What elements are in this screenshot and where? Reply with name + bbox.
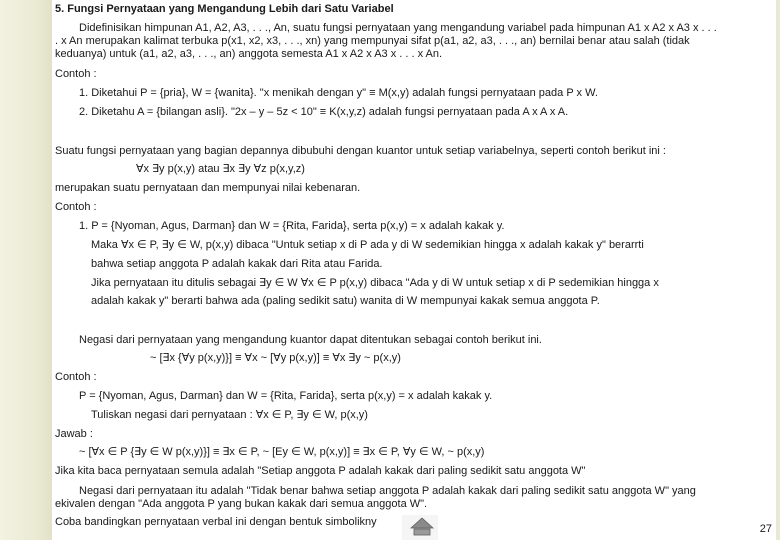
example-heading: Contoh : — [55, 371, 97, 383]
page-number: 27 — [759, 523, 772, 535]
example-item: 2. Diketahu A = {bilangan asli}. "2x – y – 5z < 10" ≡ K(x,y,z) adalah fungsi pernyataan pada A x A x A. — [79, 106, 569, 118]
example-item: adalah kakak y" berarti bahwa ada (paling sedikit satu) wanita di W mempunyai kakak semua anggota P. — [91, 295, 600, 307]
section-title: 5. Fungsi Pernyataan yang Mengandung Lebih dari Satu Variabel — [55, 3, 394, 15]
example-heading: Contoh : — [55, 201, 97, 213]
example-item: Maka ∀x ∈ P, ∃y ∈ W, p(x,y) dibaca "Untuk setiap x di P ada y di W sedemikian hingga x adalah kakak y" berarrti — [91, 239, 644, 251]
paragraph-line: Didefinisikan himpunan A1, A2, A3, . . ., An, suatu fungsi pernyataan yang mengandung variabel pada himpunan A1 x A2 x A3 x . . . — [79, 22, 717, 34]
formula-line: ~ [∀x ∈ P {∃y ∈ W p(x,y)}] ≡ ∃x ∈ P, ~ [Ey ∈ W, p(x,y)] ≡ ∃x ∈ P, ∀y ∈ W, ~ p(x,y) — [79, 446, 485, 458]
home-arrow-icon[interactable] — [410, 516, 434, 538]
paragraph-line: . x An merupakan kalimat terbuka p(x1, x2, x3, . . ., xn) yang mempunyai sifat p(a1, a2, a3, . . ., an) bernilai benar atau salah (tidak — [55, 35, 690, 47]
example-item: 1. P = {Nyoman, Agus, Darman} dan W = {Rita, Farida}, serta p(x,y) = x adalah kakak y. — [79, 220, 505, 232]
example-item: Tuliskan negasi dari pernyataan : ∀x ∈ P, ∃y ∈ W, p(x,y) — [91, 409, 368, 421]
formula-line: ~ [∃x {∀y p(x,y)}] ≡ ∀x ~ [∀y p(x,y)] ≡ ∀x ∃y ~ p(x,y) — [150, 352, 401, 364]
right-decorative-edge — [776, 0, 780, 540]
left-decorative-band — [0, 0, 52, 540]
paragraph-line: Negasi dari pernyataan yang mengandung kuantor dapat ditentukan sebagai contoh berikut ini. — [79, 334, 542, 346]
paragraph-line: ekivalen dengan "Ada anggota P yang bukan kakak dari semua anggota W". — [55, 498, 428, 510]
example-item: Jika pernyataan itu ditulis sebagai ∃y ∈ W ∀x ∈ P p(x,y) dibaca "Ada y di W untuk setiap x di P sedemikian hingga x — [91, 277, 659, 289]
example-item: 1. Diketahui P = {pria}, W = {wanita}. "x menikah dengan y" ≡ M(x,y) adalah fungsi pernyataan pada P x W. — [79, 87, 598, 99]
paragraph-line: Negasi dari pernyataan itu adalah "Tidak benar bahwa setiap anggota P adalah kakak dari paling sedikit satu anggota W" yang — [79, 485, 696, 497]
answer-heading: Jawab : — [55, 428, 93, 440]
paragraph-line: Suatu fungsi pernyataan yang bagian depannya dibubuhi dengan kuantor untuk setiap variabelnya, seperti contoh berikut ini : — [55, 145, 666, 157]
paragraph-line: Coba bandingkan pernyataan verbal ini dengan bentuk simbolikny — [55, 516, 377, 528]
paragraph-line: keduanya) untuk (a1, a2, a3, . . ., an) anggota semesta A1 x A2 x A3 x . . . x An. — [55, 48, 443, 60]
formula-line: ∀x ∃y p(x,y) atau ∃x ∃y ∀z p(x,y,z) — [136, 163, 305, 175]
paragraph-line: merupakan suatu pernyataan dan mempunyai nilai kebenaran. — [55, 182, 361, 194]
paragraph-line: Jika kita baca pernyataan semula adalah "Setiap anggota P adalah kakak dari paling sedikit satu anggota W" — [55, 465, 586, 477]
example-item: bahwa setiap anggota P adalah kakak dari Rita atau Farida. — [91, 258, 383, 270]
example-heading: Contoh : — [55, 68, 97, 80]
example-item: P = {Nyoman, Agus, Darman} dan W = {Rita, Farida}, serta p(x,y) = x adalah kakak y. — [79, 390, 493, 402]
document-page — [55, 0, 774, 540]
